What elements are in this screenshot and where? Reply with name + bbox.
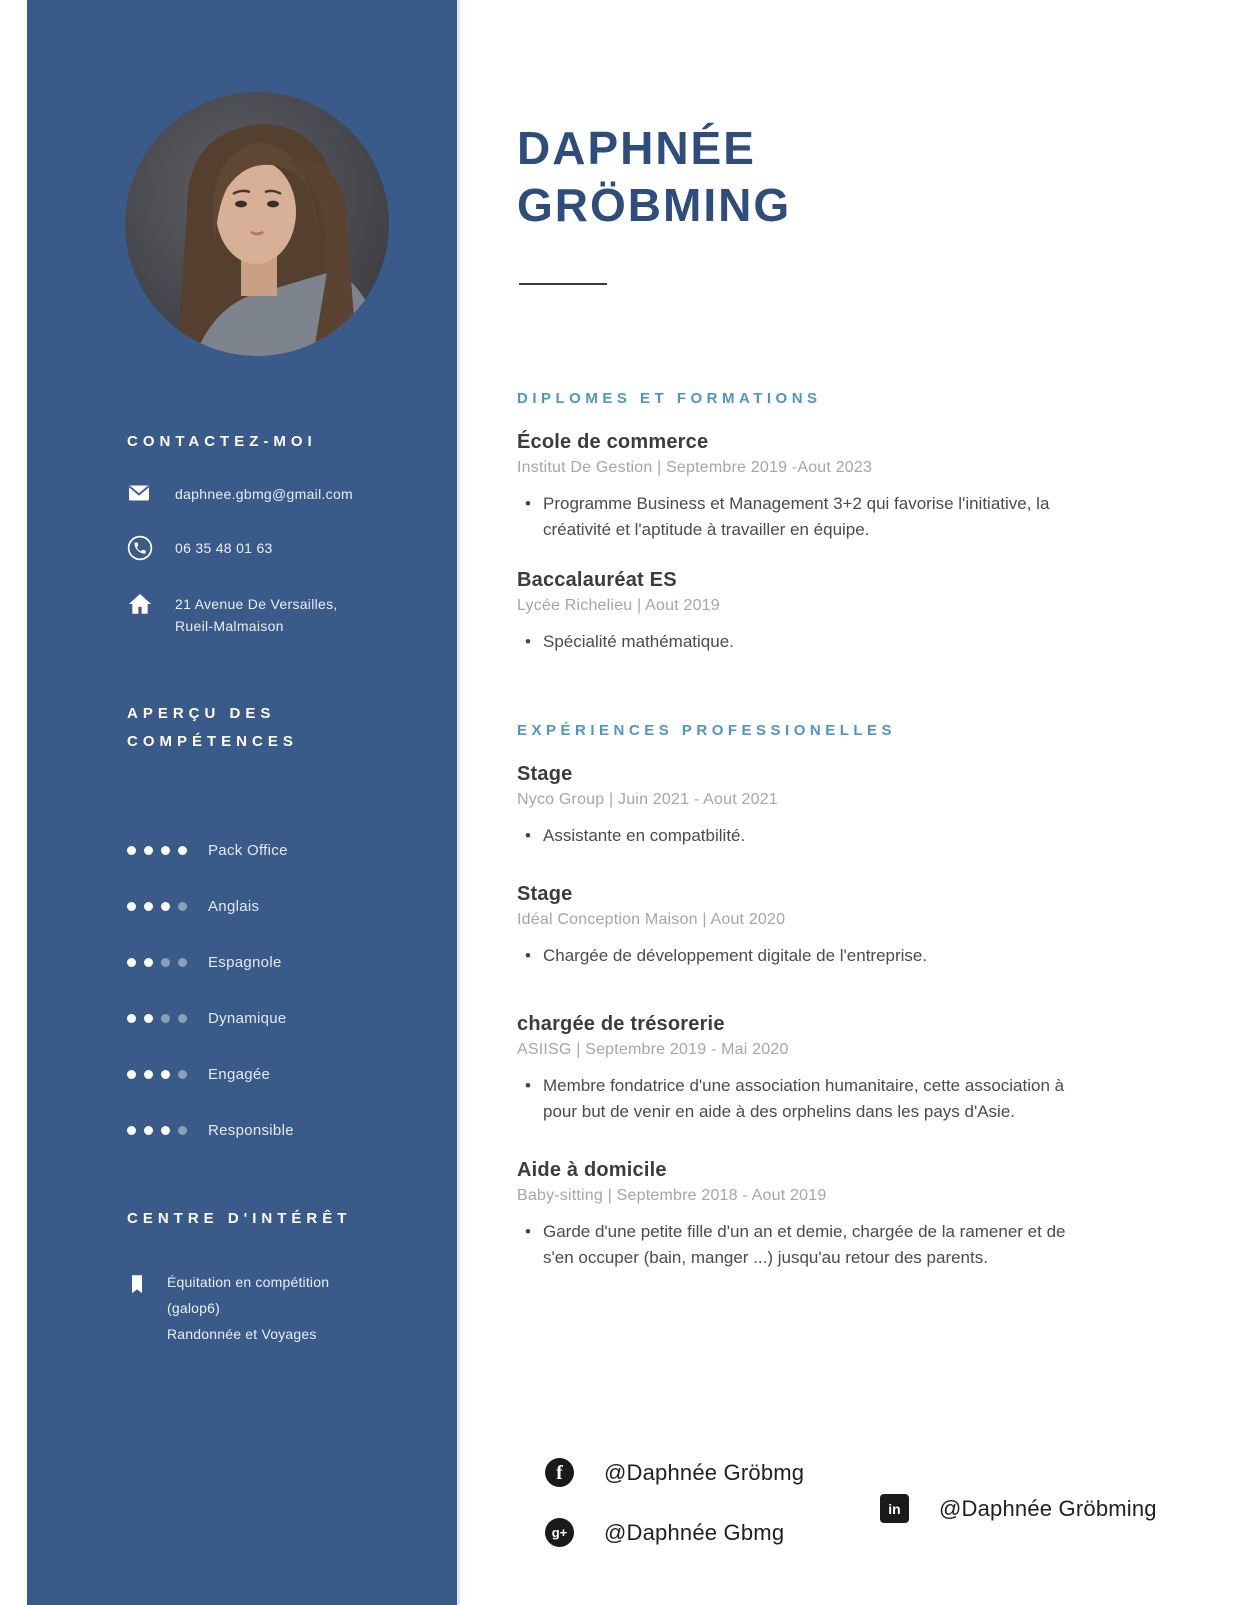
- rating-dot: [161, 1070, 170, 1079]
- entry-subtitle: Nyco Group | Juin 2021 - Aout 2021: [517, 791, 778, 808]
- skill-rating-dots: [127, 1070, 195, 1079]
- rating-dot: [144, 846, 153, 855]
- interests-heading: CENTRE D'INTÉRÊT: [127, 1210, 352, 1227]
- rating-dot: [161, 1126, 170, 1135]
- facebook-icon: f: [545, 1458, 574, 1487]
- social-facebook[interactable]: [545, 1458, 804, 1487]
- experience-entry: [517, 1159, 1102, 1271]
- contact-row-address: [127, 593, 427, 637]
- rating-dot: [127, 958, 136, 967]
- experience-entry: [517, 883, 1102, 969]
- home-icon: [127, 591, 157, 622]
- phone-icon: [127, 535, 157, 566]
- skill-rating-dots: [127, 1014, 195, 1023]
- entry-title: École de commerce: [517, 431, 709, 453]
- experience-heading: EXPÉRIENCES PROFESSIONELLES: [517, 722, 897, 739]
- portrait-illustration: [125, 92, 389, 356]
- skill-row: [127, 1064, 427, 1084]
- bullet-text: Chargée de développement digitale de l'entreprise.: [543, 946, 928, 965]
- entry-subtitle: Institut De Gestion | Septembre 2019 -Aout 2023: [517, 459, 873, 476]
- experience-entry: [517, 763, 1102, 849]
- rating-dot: [178, 958, 187, 967]
- contact-row-email[interactable]: [127, 483, 427, 510]
- skill-label: Dynamique: [208, 1009, 287, 1027]
- entry-subtitle: Idéal Conception Maison | Aout 2020: [517, 911, 786, 928]
- skill-rating-dots: [127, 958, 195, 967]
- education-heading: DIPLOMES ET FORMATIONS: [517, 390, 822, 407]
- rating-dot: [161, 1014, 170, 1023]
- skill-rating-dots: [127, 1126, 195, 1135]
- skill-label: Anglais: [208, 897, 260, 915]
- bullet-text: Assistante en compatbilité.: [543, 826, 746, 845]
- skill-row: [127, 952, 427, 972]
- rating-dot: [161, 846, 170, 855]
- rating-dot: [161, 958, 170, 967]
- rating-dot: [161, 902, 170, 911]
- rating-dot: [178, 1014, 187, 1023]
- rating-dot: [144, 1126, 153, 1135]
- contact-address: 21 Avenue De Versailles, Rueil-Malmaison: [175, 596, 338, 634]
- entry-title: Aide à domicile: [517, 1159, 667, 1181]
- skill-rating-dots: [127, 846, 195, 855]
- experience-section: [517, 722, 1102, 1305]
- name-divider: [519, 283, 607, 285]
- rating-dot: [178, 1126, 187, 1135]
- bookmark-icon: [127, 1271, 149, 1347]
- entry-title: Baccalauréat ES: [517, 569, 677, 591]
- linkedin-icon: in: [880, 1494, 909, 1523]
- skills-heading: APERÇU DES COMPÉTENCES: [127, 705, 298, 750]
- interest-item: Randonnée et Voyages: [167, 1326, 317, 1342]
- bullet-text: Garde d'une petite fille d'un an et demie, chargée de la ramener et de s'en occuper (bain, manger ...) jusqu'au retour des parents.: [543, 1222, 1066, 1267]
- entry-bullet: [517, 491, 1102, 543]
- rating-dot: [144, 902, 153, 911]
- name-line1: DAPHNÉE: [517, 122, 756, 174]
- page-title: [517, 120, 791, 234]
- profile-photo: [125, 92, 389, 356]
- rating-dot: [127, 1126, 136, 1135]
- entry-title: Stage: [517, 883, 573, 905]
- entry-bullet: [517, 1219, 1102, 1271]
- contact-phone[interactable]: 06 35 48 01 63: [175, 540, 273, 556]
- interest-item: Équitation en compétition (galop6): [167, 1274, 330, 1316]
- rating-dot: [178, 1070, 187, 1079]
- entry-title: Stage: [517, 763, 573, 785]
- facebook-handle[interactable]: @Daphnée Gröbmg: [604, 1459, 805, 1485]
- skill-label: Responsible: [208, 1121, 294, 1139]
- entry-subtitle: Baby-sitting | Septembre 2018 - Aout 2019: [517, 1187, 827, 1204]
- skill-label: Engagée: [208, 1065, 271, 1083]
- entry-bullet: [517, 943, 1102, 969]
- googleplus-icon: g+: [545, 1518, 574, 1547]
- entry-bullet: [517, 629, 1102, 655]
- name-line2: GRÖBMING: [517, 179, 792, 231]
- skill-row: [127, 1008, 427, 1028]
- skill-row: [127, 896, 427, 916]
- bullet-text: Spécialité mathématique.: [543, 632, 734, 651]
- rating-dot: [144, 1070, 153, 1079]
- skill-rating-dots: [127, 902, 195, 911]
- linkedin-handle[interactable]: @Daphnée Gröbming: [939, 1495, 1157, 1521]
- envelope-icon: [127, 481, 157, 510]
- contact-section: [127, 428, 427, 637]
- entry-title: chargée de trésorerie: [517, 1013, 725, 1035]
- contact-email[interactable]: daphnee.gbmg@gmail.com: [175, 486, 354, 502]
- rating-dot: [144, 1014, 153, 1023]
- entry-subtitle: Lycée Richelieu | Aout 2019: [517, 597, 720, 614]
- skill-label: Pack Office: [208, 841, 288, 859]
- education-entry: [517, 431, 1102, 543]
- experience-entry: [517, 1013, 1102, 1125]
- entry-bullet: [517, 823, 1102, 849]
- education-entry: [517, 569, 1102, 655]
- interest-list: [167, 1269, 357, 1347]
- skills-section: [127, 700, 427, 1140]
- bullet-text: Membre fondatrice d'une association humanitaire, cette association à pour but de venir en aide à des orphelins dans les pays d'Asie.: [543, 1076, 1065, 1121]
- rating-dot: [178, 902, 187, 911]
- rating-dot: [127, 1014, 136, 1023]
- entry-subtitle: ASIISG | Septembre 2019 - Mai 2020: [517, 1041, 789, 1058]
- education-section: [517, 390, 1102, 681]
- sidebar: [27, 0, 460, 1605]
- skill-label: Espagnole: [208, 953, 282, 971]
- social-linkedin[interactable]: [880, 1494, 1157, 1523]
- social-googleplus[interactable]: [545, 1518, 784, 1547]
- rating-dot: [127, 846, 136, 855]
- bullet-marker: •: [525, 946, 531, 965]
- bullet-marker: •: [525, 494, 531, 513]
- bullet-text: Programme Business et Management 3+2 qui favorise l'initiative, la créativité et l'aptitude à travailler en équipe.: [543, 494, 1050, 539]
- bullet-marker: •: [525, 826, 531, 845]
- contact-row-phone[interactable]: [127, 537, 427, 566]
- googleplus-handle[interactable]: @Daphnée Gbmg: [604, 1519, 785, 1545]
- rating-dot: [127, 902, 136, 911]
- rating-dot: [178, 846, 187, 855]
- rating-dot: [144, 958, 153, 967]
- interests-section: [127, 1205, 437, 1347]
- bullet-marker: •: [525, 632, 531, 651]
- bullet-marker: •: [525, 1076, 531, 1095]
- skill-row: [127, 840, 427, 860]
- skill-row: [127, 1120, 427, 1140]
- rating-dot: [127, 1070, 136, 1079]
- entry-bullet: [517, 1073, 1102, 1125]
- bullet-marker: •: [525, 1222, 531, 1241]
- contact-heading: CONTACTEZ-MOI: [127, 433, 317, 450]
